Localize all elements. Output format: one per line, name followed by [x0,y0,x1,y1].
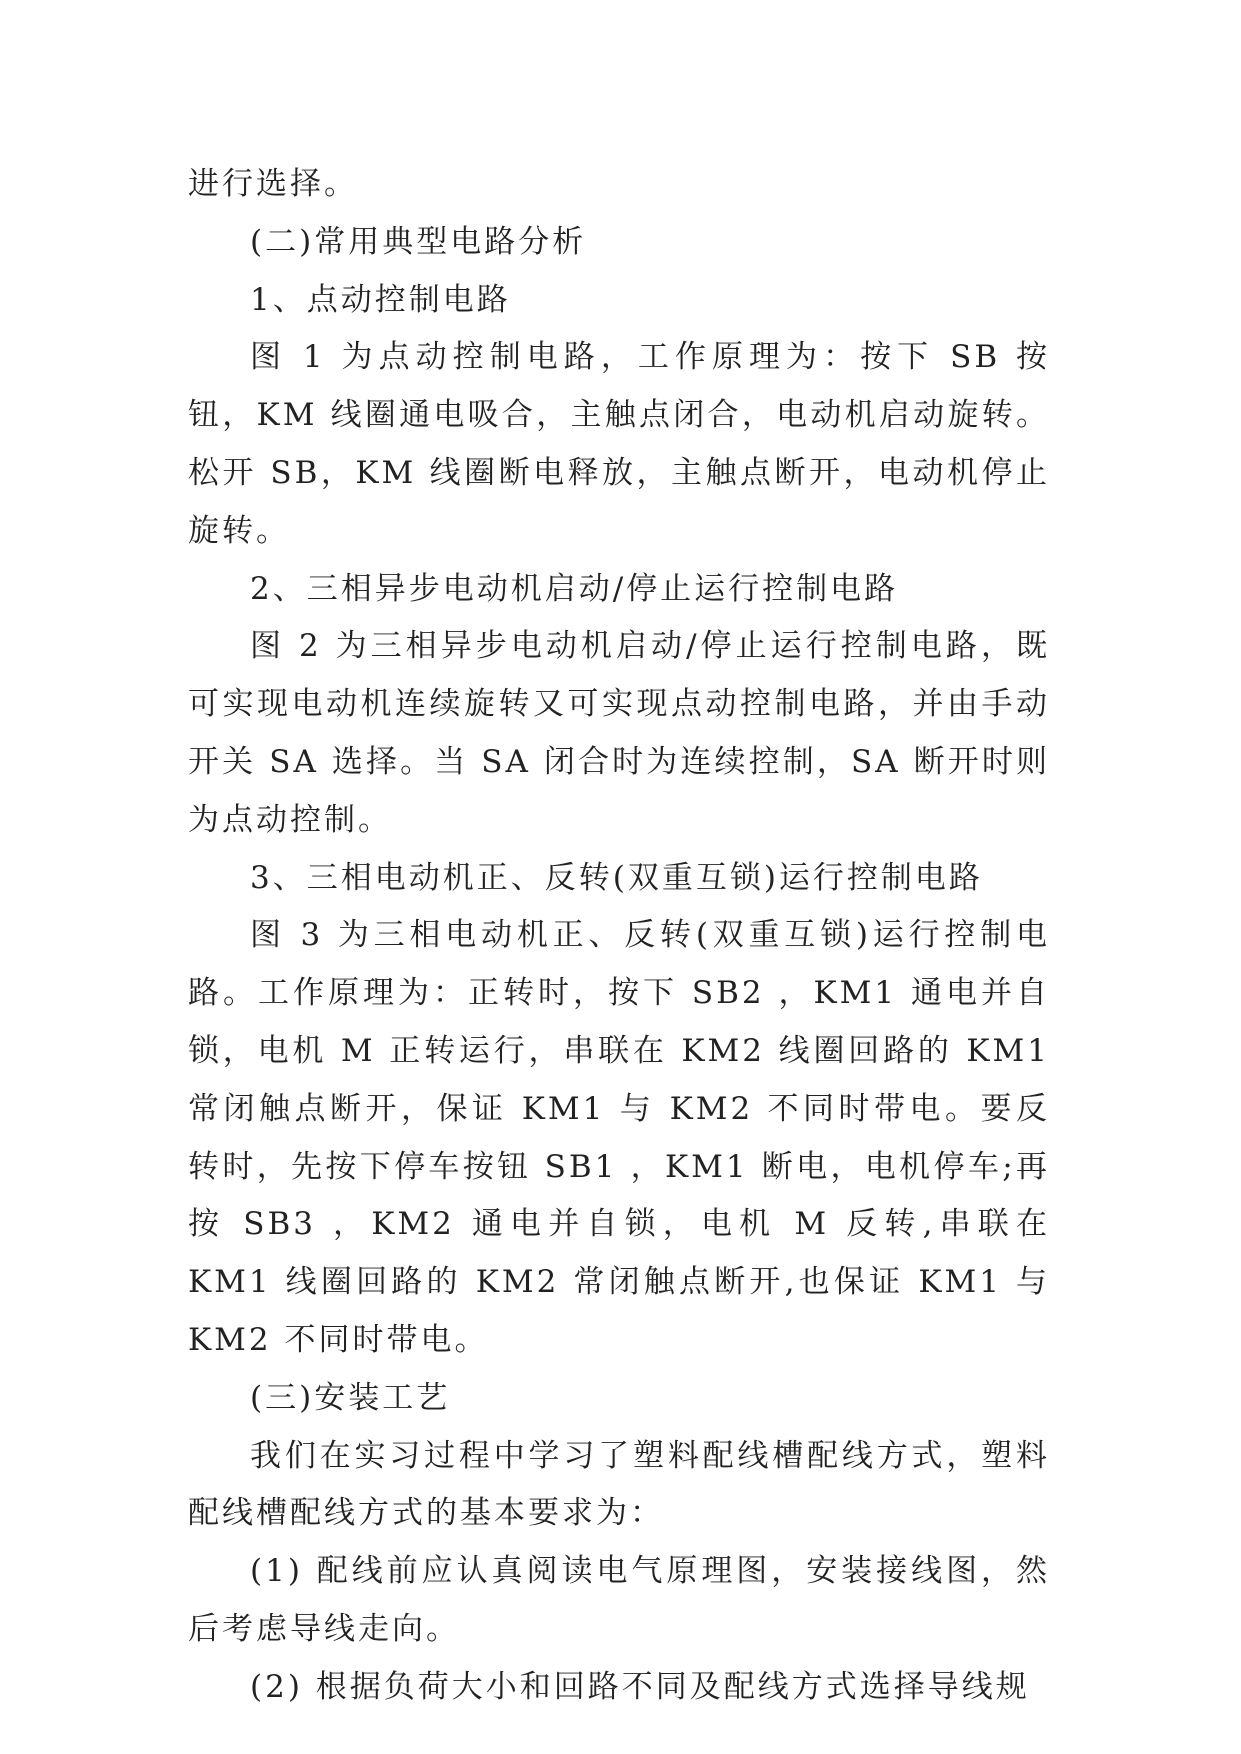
paragraph-start-stop-control: 图 2 为三相异步电动机启动/停止运行控制电路，既可实现电动机连续旋转又可实现点动控制电路，并由手动开关 SA 选择。当 SA 闭合时为连续控制，SA 断开时则为点动控制。 [188,628,1050,838]
list-item-1: (1) 配线前应认真阅读电气原理图，安装接线图，然后考虑导线走向。 [188,1553,1050,1647]
paragraph-continuation: 进行选择。 [188,166,358,202]
subheading-forward-reverse-control: 3、三相电动机正、反转(双重互锁)运行控制电路 [250,859,983,896]
subheading-start-stop-control: 2、三相异步电动机启动/停止运行控制电路 [250,570,899,607]
paragraph-jog-control: 图 1 为点动控制电路，工作原理为：按下 SB 按钮，KM 线圈通电吸合，主触点闭合，电动机启动旋转。松开 SB，KM 线圈断电释放，主触点断开，电动机停止旋转。 [188,339,1050,549]
list-item-2: (2) 根据负荷大小和回路不同及配线方式选择导线规 [250,1668,1030,1705]
paragraph-forward-reverse-control: 图 3 为三相电动机正、反转(双重互锁)运行控制电路。工作原理为：正转时，按下 SB2 ，KM1 通电并自锁，电机 M 正转运行，串联在 KM2 线圈回路的 KM1 常闭触点断开，保证 KM1 与 KM2 不同时带电。要反转时，先按下停车按钮 SB1 ，KM1 断电，电机停车;再按 SB3 ，KM2 通电并自锁，电机 M 反转,串联在 KM1 线圈回路的 KM2 常闭触点断开,也保证 KM1 与 KM2 不同时带电。 [188,917,1050,1358]
document-body [188,156,1050,1717]
section-heading-typical-circuits: (二)常用典型电路分析 [250,223,587,260]
paragraph-installation-intro: 我们在实习过程中学习了塑料配线槽配线方式，塑料配线槽配线方式的基本要求为： [188,1437,1050,1532]
section-heading-installation: (三)安装工艺 [250,1379,451,1416]
subheading-jog-control: 1、点动控制电路 [250,281,511,318]
